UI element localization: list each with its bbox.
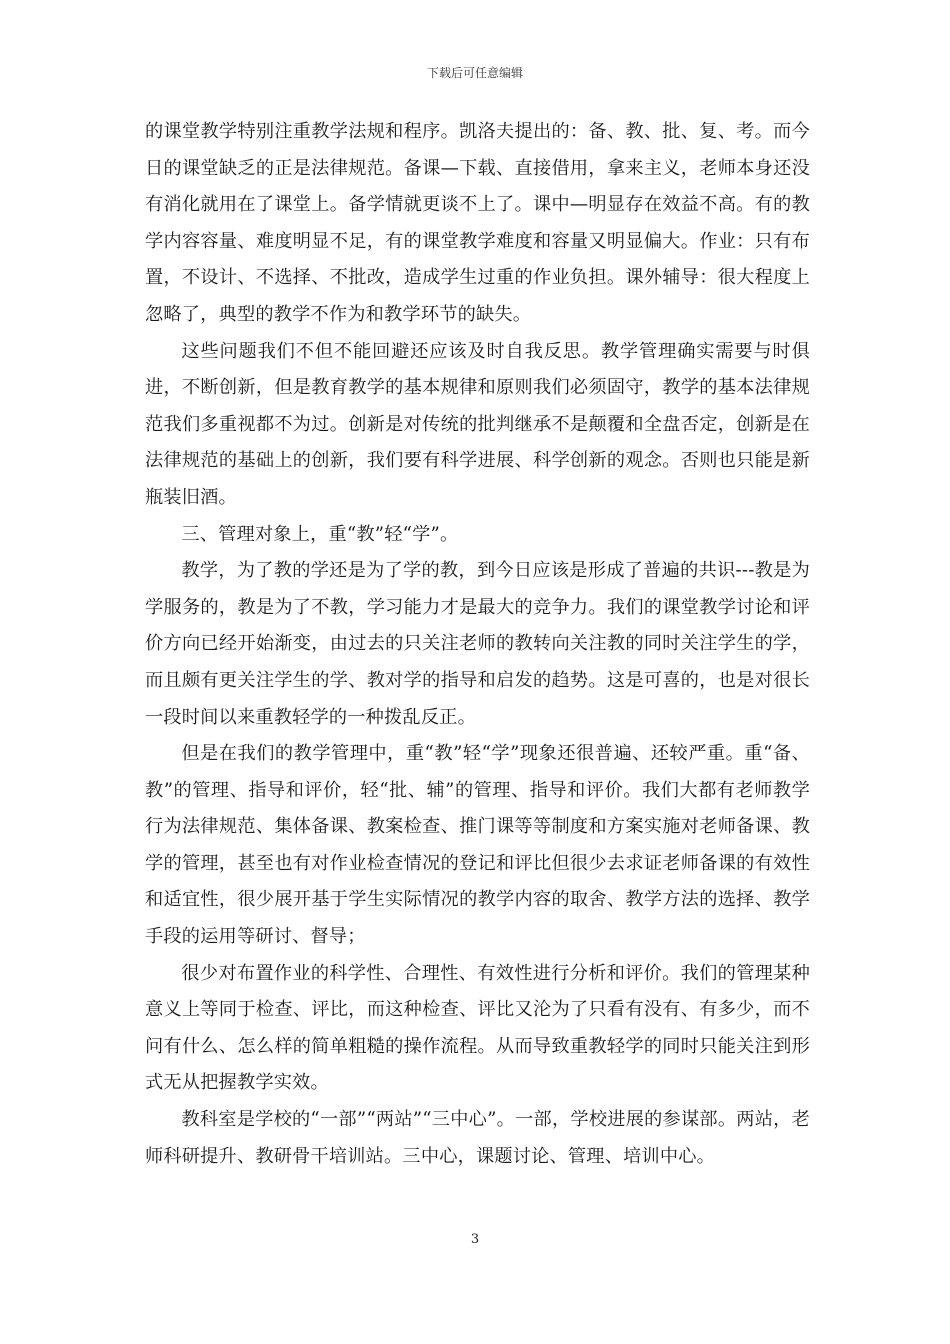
paragraph-2: 这些问题我们不但不能回避还应该及时自我反思。教学管理确实需要与时俱进，不断创新，但是教育教学的基本规律和原则我们必须固守，教学的基本法律规范我们多重视都不为过。创新是对传统的批判继承不是颠覆和全盘否定，创新是在法律规范的基础上的创新，我们要有科学进展、科学创新的观念。否则也只能是新瓶装旧酒。 [145, 340, 810, 508]
paragraph-5: 很少对布置作业的科学性、合理性、有效性进行分析和评价。我们的管理某种意义上等同于检查、评比，而这种检查、评比又沦为了只看有没有、有多少，而不问有什么、怎么样的简单粗糙的操作流程。从而导致重教轻学的同时只能关注到形式无从把握教学实效。 [145, 962, 810, 1094]
page-number: 3 [470, 1232, 480, 1247]
paragraph-4: 但是在我们的教学管理中，重“教”轻“学”现象还很普遍、还较严重。重“备、教”的管理、指导和评价，轻“批、辅”的管理、指导和评价。我们大都有老师教学行为法律规范、集体备课、教案检查、推门课等等制度和方案实施对老师备课、教学的管理，甚至也有对作业检查情况的登记和评比但很少去求证老师备课的有效性和适宜性，很少展开基于学生实际情况的教学内容的取舍、教学方法的选择、教学手段的运用等研讨、督导； [145, 743, 810, 948]
paragraph-1: 的课堂教学特别注重教学法规和程序。凯洛夫提出的：备、教、批、复、考。而今日的课堂缺乏的正是法律规范。备课—下载、直接借用，拿来主义，老师本身还没有消化就用在了课堂上。备学情就更谈不上了。课中—明显存在效益不高。有的教学内容容量、难度明显不足，有的课堂教学难度和容量又明显偏大。作业：只有布置，不设计、不选择、不批改，造成学生过重的作业负担。课外辅导：很大程度上忽略了，典型的教学不作为和教学环节的缺失。 [145, 121, 810, 325]
paragraph-3: 教学，为了教的学还是为了学的教，到今日应该是形成了普遍的共识---教是为学服务的，教是为了不教，学习能力才是最大的竞争力。我们的课堂教学讨论和评价方向已经开始渐变，由过去的只关注老师的教转向关注教的同时关注学生的学，而且颇有更关注学生的学、教对学的指导和启发的趋势。这是可喜的，也是对很长一段时间以来重教轻学的一种拨乱反正。 [145, 560, 810, 728]
paragraph-6: 教科室是学校的“一部”“两站”“三中心”。一部，学校进展的参谋部。两站，老师科研提升、教研骨干培训站。三中心，课题讨论、管理、培训中心。 [145, 1109, 810, 1167]
document-body [145, 114, 810, 1175]
page-header: 下载后可任意编辑 [426, 66, 523, 80]
section-heading: 三、管理对象上，重“教”轻“学”。 [181, 523, 459, 545]
